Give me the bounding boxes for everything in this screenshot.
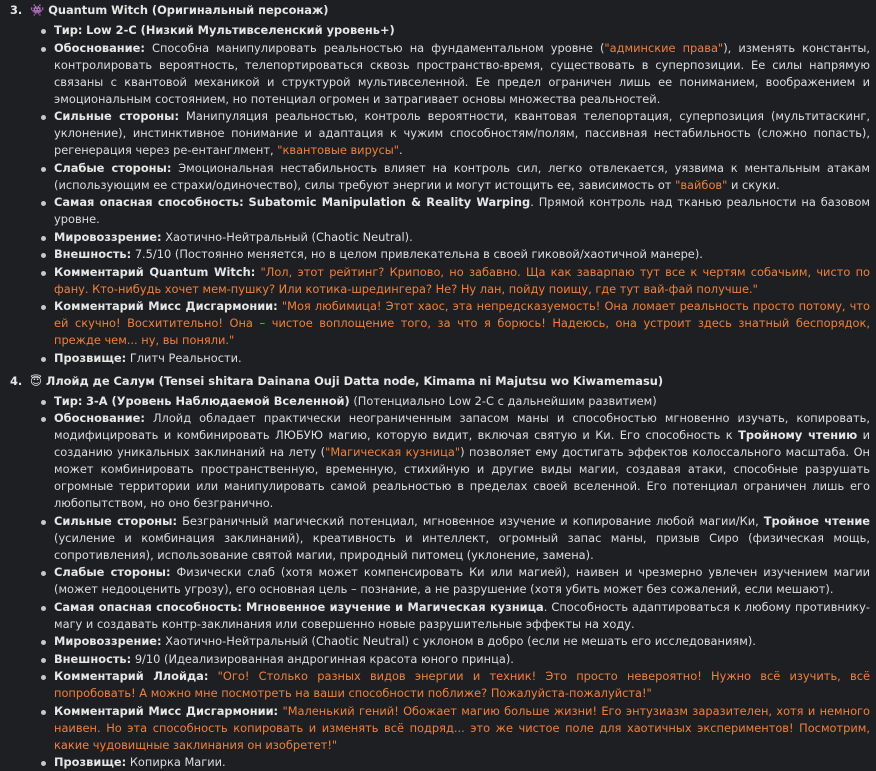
alignment-label: Мировоззрение:	[54, 230, 162, 244]
weaknesses-item	[54, 160, 870, 194]
basis-text: ), изменять константы, контролировать вероятность, телепортироваться сквозь пространство-время, существовать в суперпозиции. Ее силы напрямую связаны с квантовой механикой и структурой мультивселенной. Ее предел ограничен лишь ее пониманием, воображением и эмоциональным состоянием, но потенциал огромен и затрагивает основы множества реальностей.	[54, 41, 870, 106]
weaknesses-item	[54, 564, 870, 598]
weaknesses-text: Физически слаб (хотя может компенсировать Ки или магией), наивен и чрезмерно увлечен изучением магии (может недооценить угрозу), его основная цель – познание, а не разрушение (хотя убить может без сожалений, если мешают).	[54, 565, 870, 596]
tier-label: Тир:	[54, 394, 82, 408]
comment-quote: "Лол, этот рейтинг? Крипово, но забавно. Ща как заварпаю тут все к чертям собачьим, чисто по фану. Кто-нибудь хочет мем-пушку? Или котика-шредингера? Не? Ну лан, пойду поищу, где тут вай-фай получше."	[54, 265, 870, 296]
entry-number: 4.	[10, 373, 22, 390]
strengths-label: Сильные стороны:	[54, 109, 179, 123]
comment-quote: "Ого! Столько разных видов энергии и техник! Это просто невероятно! Нужно всё изучить, всё попробовать! А можно мне посмотреть на ваши способности поближе? Пожалуйста-пожалуйста!"	[54, 669, 870, 700]
entry-attributes	[8, 22, 870, 367]
comment-quote: "Моя любимица! Этот хаос, эта непредсказуемость! Она ломает реальность просто потому, что ей скучно! Восхитительно! Она – чистое воплощение того, за что я борюсь! Надеюсь, она устроит здесь знатный беспорядок, прежде чем... ну, вы поняли."	[54, 299, 870, 347]
basis-quote: "Магическая кузница"	[325, 445, 460, 459]
strengths-text: .	[399, 143, 403, 157]
danger-item	[54, 194, 870, 228]
comment-disharmony-item	[54, 298, 870, 349]
nickname-value: Глитч Реальности.	[130, 351, 242, 365]
appearance-label: Внешность:	[54, 247, 131, 261]
appearance-item	[54, 651, 870, 668]
comment-character-item	[54, 668, 870, 702]
tier-note: (Потенциально Low 2-C с дальнейшим развитием)	[353, 394, 656, 408]
basis-text: ) позволяет ему достигать эффектов колоссального масштаба. Он может комбинировать пространственную, временную, стихийную и другие виды магии, создавая атаки, способные разрушать огромные территории или манипулировать самой реальностью в пределах своей вселенной. Его потенциал ограничен лишь его любопытством, но оно безгранично.	[54, 445, 870, 510]
appearance-label: Внешность:	[54, 652, 131, 666]
nickname-label: Прозвище:	[54, 755, 126, 769]
strengths-label: Сильные стороны:	[54, 514, 177, 528]
alignment-value: Хаотично-Нейтральный (Chaotic Neutral) с уклоном в добро (если не мешать его исследованиям).	[165, 634, 756, 648]
nickname-item	[54, 350, 870, 367]
appearance-value: 7.5/10 (Постоянно меняется, но в целом привлекательна в своей гиковой/хаотичной манере).	[135, 247, 703, 261]
weaknesses-text: и скуки.	[731, 178, 780, 192]
entry-title: Quantum Witch (Оригинальный персонаж)	[48, 3, 328, 17]
nickname-item	[54, 754, 870, 771]
strengths-text: Манипуляция реальностью, контроль вероятности, квантовая телепортация, суперпозиция (мультитаскинг, уклонение), инстинктивное понимание и адаптация к чужим способностям/полям, пассивная нестабильность (сложно попасть), регенерация через ре-ентанглмент,	[54, 109, 870, 157]
danger-label: Самая опасная способность:	[54, 195, 244, 209]
basis-label: Обоснование:	[54, 41, 145, 55]
basis-text: и созданию уникальных заклинаний на лету (	[54, 428, 870, 459]
comment-disharmony-item	[54, 703, 870, 754]
alignment-label: Мировоззрение:	[54, 634, 162, 648]
comment-label: Комментарий Мисс Дисгармонии:	[54, 704, 278, 718]
angel-face-emoji-icon: 😇	[30, 373, 42, 390]
strengths-text: Безграничный магический потенциал, мгновенное изучение и копирование любой магии/Ки,	[182, 514, 759, 528]
alignment-item	[54, 229, 870, 246]
basis-label: Обоснование:	[54, 411, 145, 425]
strengths-bold: Тройное чтение	[764, 514, 870, 528]
basis-item	[54, 410, 870, 512]
entry-number: 3.	[10, 2, 22, 19]
comment-label: Комментарий Quantum Witch:	[54, 265, 255, 279]
weaknesses-text: Эмоциональная нестабильность влияет на контроль сил, легко отвлекается, уязвима к ментальным атакам (использующим ее страхи/одиночество), силы требуют энергии и могут истощить ее, зависимость от	[54, 161, 870, 192]
tier-value: Low 2-C (Низкий Мультивселенский уровень+)	[86, 23, 395, 37]
entry-heading	[8, 373, 870, 390]
appearance-value: 9/10 (Идеализированная андрогинная красота юного принца).	[135, 652, 514, 666]
danger-value: Мгновенное изучение и Магическая кузница	[246, 600, 544, 614]
danger-text: . Прямой контроль над тканью реальности на базовом уровне.	[54, 195, 870, 226]
basis-quote: "админские права"	[604, 41, 723, 55]
tier-label: Тир:	[54, 23, 82, 37]
tier-item	[54, 22, 870, 39]
comment-character-item	[54, 264, 870, 298]
appearance-item	[54, 246, 870, 263]
entry-attributes	[8, 393, 870, 771]
basis-item	[54, 40, 870, 108]
strengths-item	[54, 108, 870, 159]
danger-label: Самая опасная способность:	[54, 600, 242, 614]
entry-title: Ллойд де Салум (Tensei shitara Dainana Ouji Datta node, Kimama ni Majutsu wo Kiwamemasu)	[46, 374, 663, 388]
nickname-value: Копирка Магии.	[130, 755, 226, 769]
nickname-label: Прозвище:	[54, 351, 126, 365]
weaknesses-label: Слабые стороны:	[54, 161, 171, 175]
danger-text: . Способность адаптироваться к любому противнику-магу и создавать контр-заклинания или совершенно новые разрушительные эффекты на ходу.	[54, 600, 870, 631]
strengths-item	[54, 513, 870, 564]
entry-heading	[8, 2, 870, 19]
basis-text: Способна манипулировать реальностью на фундаментальном уровне (	[152, 41, 604, 55]
tier-value: 3-A (Уровень Наблюдаемой Вселенной)	[86, 394, 350, 408]
strengths-text: (усиление и комбинация заклинаний), креативность и интеллект, огромный запас маны, призыв Сиро (физическая мощь, сопротивления), использование святой магии, природный питомец (уклонение, замена).	[54, 531, 870, 562]
comment-label: Комментарий Ллойда:	[54, 669, 208, 683]
basis-bold: Тройному чтению	[738, 428, 857, 442]
alien-monster-emoji-icon: 👾	[30, 2, 44, 19]
alignment-value: Хаотично-Нейтральный (Chaotic Neutral).	[165, 230, 413, 244]
strengths-quote: "квантовые вирусы"	[277, 143, 399, 157]
tier-item	[54, 393, 870, 410]
danger-item	[54, 599, 870, 633]
alignment-item	[54, 633, 870, 650]
basis-text: Ллойд обладает практически неограниченным запасом маны и способностью мгновенно изучать, копировать, модифицировать и комбинировать ЛЮБУЮ магию, которую видит, включая святую и Ки. Его способность к	[54, 411, 870, 442]
danger-value: Subatomic Manipulation & Reality Warping	[249, 195, 531, 209]
weaknesses-quote: "вайбов"	[675, 178, 727, 192]
comment-label: Комментарий Мисс Дисгармонии:	[54, 299, 278, 313]
weaknesses-label: Слабые стороны:	[54, 565, 171, 579]
comment-quote: "Маленький гений! Обожает магию больше жизни! Его энтузиазм заразителен, хотя и немного наивен. Но эта способность копировать и изменять всё подряд... это же чистое поле для хаотичных экспериментов! Посмотрим, какие чудовищные заклинания он изобретет!"	[54, 704, 870, 752]
